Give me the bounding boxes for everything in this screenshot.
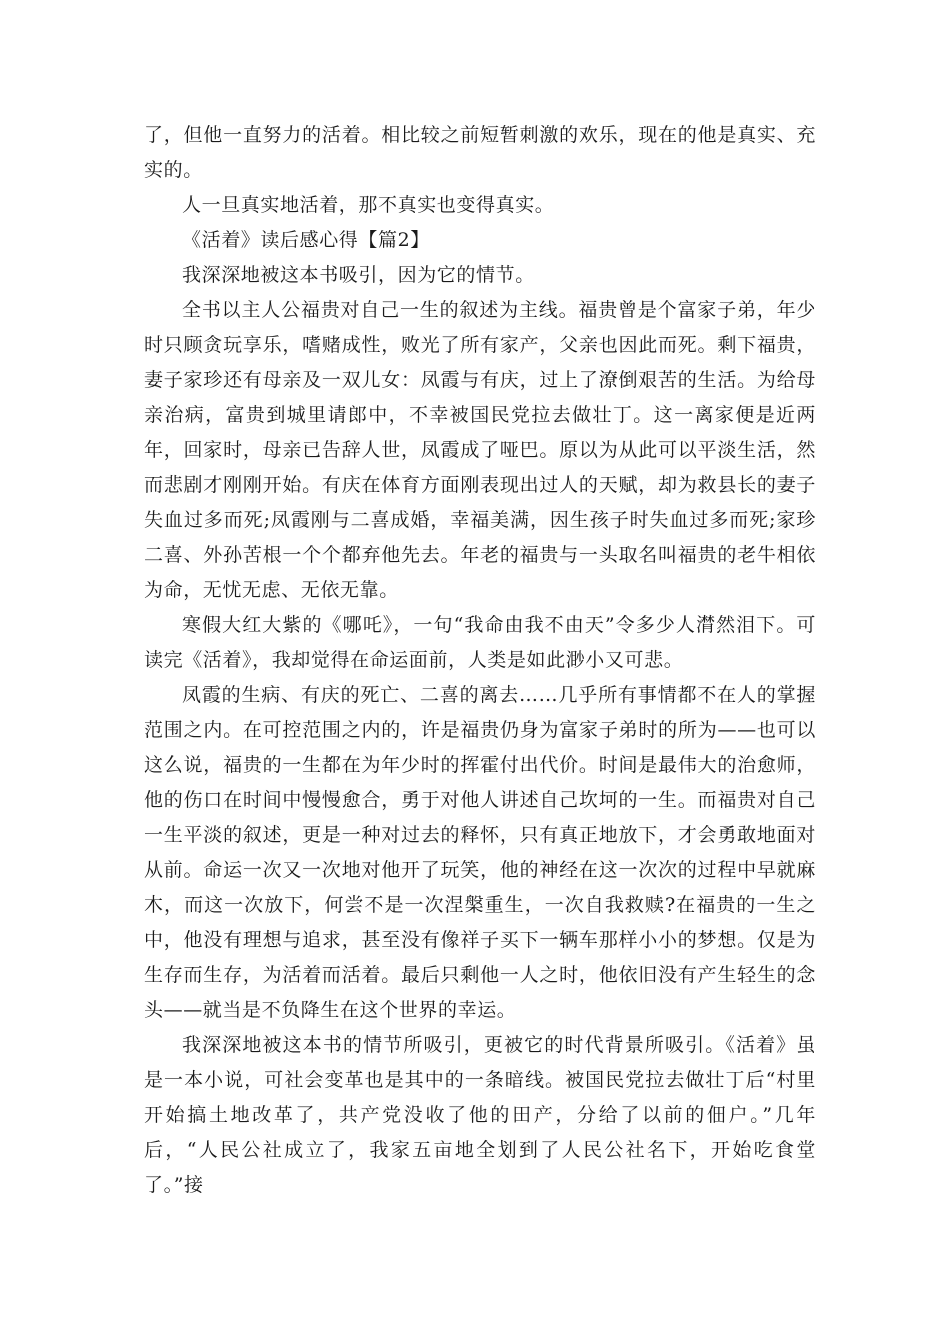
essay-body [144,118,816,1203]
paragraph-nezha: 寒假大红大紫的《哪吒》，一句“我命由我不由天”令多少人潸然泪下。可读完《活着》，我却觉得在命运面前，人类是如此渺小又可悲。 [144,614,816,671]
paragraph-conclusion: 人一旦真实地活着，那不真实也变得真实。 [182,194,555,216]
paragraph-background: 我深深地被这本书的情节所吸引，更被它的时代背景所吸引。《活着》虽是一本小说，可社会变革也是其中的一条暗线。被国民党拉去做壮丁后“村里开始搞土地改革了，共产党没收了他的田产，分给了以前的佃户。”几年后，“人民公社成立了，我家五亩地全划到了人民公社名下，开始吃食堂了。”接 [144,1034,816,1196]
paragraph-continuation: 了，但他一直努力的活着。相比较之前短暂刺激的欢乐，现在的他是真实、充实的。 [144,124,816,181]
paragraph-intro: 我深深地被这本书吸引，因为它的情节。 [182,264,535,286]
paragraph-reflection: 凤霞的生病、有庆的死亡、二喜的离去……几乎所有事情都不在人的掌握范围之内。在可控范围之内的，许是福贵仍身为富家子弟时的所为——也可以这么说，福贵的一生都在为年少时的挥霍付出代价。时间是最伟大的治愈师，他的伤口在时间中慢慢愈合，勇于对他人讲述自己坎坷的一生。而福贵对自己一生平淡的叙述，更是一种对过去的释怀，只有真正地放下，才会勇敢地面对从前。命运一次又一次地对他开了玩笑，他的神经在这一次次的过程中早就麻木，而这一次放下，何尝不是一次涅槃重生，一次自我救赎?在福贵的一生之中，他没有理想与追求，甚至没有像祥子买下一辆车那样小小的梦想。仅是为生存而生存，为活着而活着。最后只剩他一人之时，他依旧没有产生轻生的念头——就当是不负降生在这个世界的幸运。 [144,684,816,1021]
section-heading: 《活着》读后感心得【篇2】 [182,229,430,251]
paragraph-plot-summary: 全书以主人公福贵对自己一生的叙述为主线。福贵曾是个富家子弟，年少时只顾贪玩享乐，嗜赌成性，败光了所有家产，父亲也因此而死。剩下福贵，妻子家珍还有母亲及一双儿女：凤霞与有庆，过上了潦倒艰苦的生活。为给母亲治病，富贵到城里请郎中，不幸被国民党拉去做壮丁。这一离家便是近两年，回家时，母亲已告辞人世，凤霞成了哑巴。原以为从此可以平淡生活，然而悲剧才刚刚开始。有庆在体育方面刚表现出过人的天赋，却为救县长的妻子失血过多而死;凤霞刚与二喜成婚，幸福美满，因生孩子时失血过多而死;家珍二喜、外孙苦根一个个都弃他先去。年老的福贵与一头取名叫福贵的老牛相依为命，无忧无虑、无依无靠。 [144,299,816,601]
